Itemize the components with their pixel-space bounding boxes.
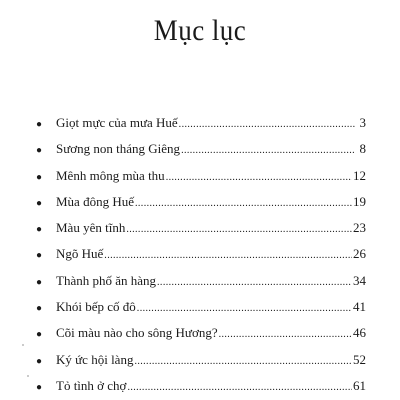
toc-entry-title: Mênh mông mùa thu	[56, 167, 165, 183]
toc-entry-page: 26	[353, 246, 366, 262]
dot-leader	[134, 349, 352, 373]
dot-leader	[137, 296, 352, 320]
bullet-icon: ●	[36, 276, 43, 288]
bullet-icon: ●	[36, 355, 43, 367]
toc-entry	[36, 320, 366, 346]
bullet-icon: ●	[36, 119, 43, 130]
bullet-icon: ●	[36, 303, 43, 315]
table-of-contents	[36, 110, 366, 399]
bullet-icon: ●	[36, 171, 43, 183]
dot-leader	[104, 243, 352, 267]
toc-entry-title: Khói bếp cố đô	[56, 299, 136, 315]
toc-entry-title: Giọt mực của mưa Huế	[56, 115, 178, 130]
toc-entry-page: 41	[353, 299, 366, 315]
toc-entry	[36, 136, 366, 162]
toc-entry-page: 34	[353, 272, 366, 288]
bullet-icon: ●	[36, 381, 43, 393]
toc-entry-title: Mùa đông Huế	[56, 193, 134, 209]
dot-leader	[179, 112, 355, 136]
toc-entry	[36, 347, 366, 373]
bullet-icon: ●	[36, 224, 43, 236]
toc-entry-title: Màu yên tĩnh	[56, 220, 126, 236]
bullet-icon: ●	[36, 250, 43, 262]
scan-speck	[22, 344, 24, 346]
dot-leader	[219, 322, 352, 346]
toc-entry-page: 19	[353, 193, 366, 209]
dot-leader	[166, 165, 352, 189]
bullet-icon: ●	[36, 329, 43, 341]
dot-leader	[181, 138, 355, 162]
dot-leader	[127, 375, 352, 399]
toc-entry	[36, 241, 366, 267]
toc-entry	[36, 215, 366, 241]
toc-entry-page: 12	[353, 167, 366, 183]
toc-entry-title: Thành phố ăn hàng	[56, 272, 157, 288]
toc-entry	[36, 373, 366, 399]
toc-entry-page: 52	[353, 351, 366, 367]
toc-entry	[36, 189, 366, 215]
toc-entry-title: Ngõ Huế	[56, 246, 104, 262]
toc-entry-page: 3	[359, 115, 366, 130]
toc-entry	[36, 110, 366, 136]
dot-leader	[157, 270, 352, 294]
page-title: Mục lục	[153, 14, 247, 47]
toc-entry-title: Tỏ tình ở chợ	[56, 377, 127, 393]
toc-entry-page: 8	[359, 141, 366, 157]
toc-entry	[36, 163, 366, 189]
toc-entry-page: 23	[353, 220, 366, 236]
toc-entry-title: Cõi màu nào cho sông Hương?	[56, 325, 218, 341]
toc-entry-page: 61	[353, 377, 366, 393]
toc-entry	[36, 268, 366, 294]
toc-entry-title: Ký ức hội làng	[56, 351, 134, 367]
bullet-icon: ●	[36, 145, 43, 157]
toc-entry-page: 46	[353, 325, 366, 341]
dot-leader	[126, 217, 352, 241]
scan-speck	[27, 375, 29, 377]
bullet-icon: ●	[36, 197, 43, 209]
toc-entry-title: Sương non tháng Giêng	[56, 141, 181, 157]
toc-entry	[36, 294, 366, 320]
dot-leader	[135, 191, 352, 215]
